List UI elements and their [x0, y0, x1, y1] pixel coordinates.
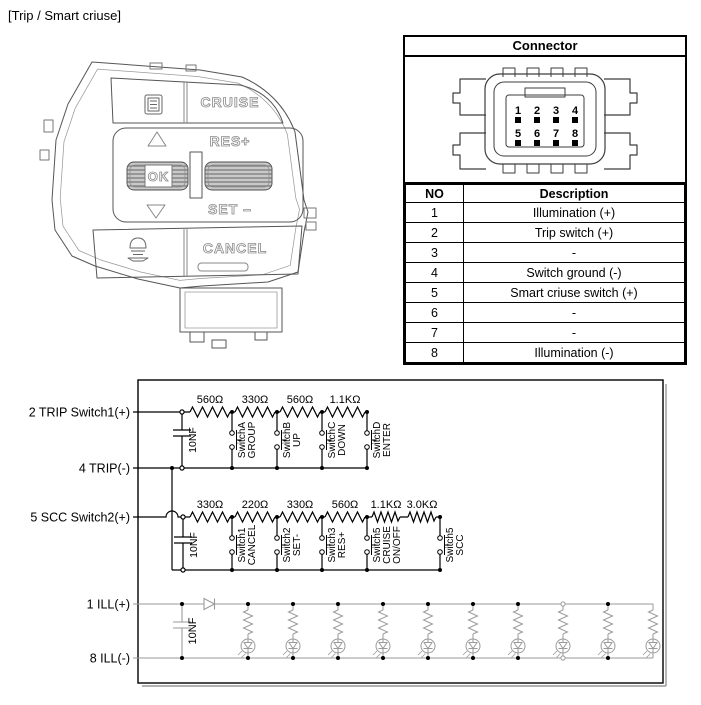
led-symbol — [643, 604, 660, 658]
table-row: 2 Trip switch (+) — [406, 223, 685, 243]
trip-positive-pin-label: 2 TRIP Switch1(+) — [28, 405, 130, 420]
resistor-value: 1.1KΩ — [370, 499, 402, 511]
led-symbol — [418, 604, 435, 658]
switch-label: RES+ — [337, 531, 348, 559]
table-row: 1 Illumination (+) — [406, 203, 685, 223]
table-row: 8 Illumination (-) — [406, 343, 685, 363]
svg-text:8: 8 — [571, 128, 579, 140]
trip-negative-pin-label: 4 TRIP(-) — [78, 461, 130, 476]
diode-icon — [204, 599, 215, 610]
col-description: Description — [464, 185, 685, 203]
col-no: NO — [406, 185, 464, 203]
led-symbol — [598, 604, 615, 658]
resistor-symbol — [235, 512, 275, 522]
ok-label: OK — [147, 169, 170, 184]
table-row: 5 Smart criuse switch (+) — [406, 283, 685, 303]
illumination-circuit — [133, 599, 660, 661]
page-title: [Trip / Smart criuse] — [8, 8, 121, 23]
resistor-symbol — [372, 512, 400, 522]
circuit-schematic — [0, 370, 701, 705]
switch-label: Switch1 — [237, 527, 248, 563]
module-connector-block — [180, 288, 282, 348]
led-symbol — [283, 604, 300, 658]
connector-panel-title: Connector — [405, 37, 685, 57]
connector-pins — [515, 105, 579, 146]
switch-label: SwitchA — [237, 421, 248, 459]
svg-text:3: 3 — [552, 105, 560, 117]
connector-drawing — [405, 57, 685, 184]
table-row: 6 - — [406, 303, 685, 323]
svg-text:5: 5 — [514, 128, 522, 140]
led-symbol — [553, 604, 570, 658]
arrow-up-icon[interactable] — [148, 132, 166, 146]
switch-label: SET- — [292, 533, 303, 557]
resistor-value: 220Ω — [241, 499, 269, 511]
resistor-value: 330Ω — [241, 394, 269, 406]
ill-negative-pin-label: 8 ILL(-) — [89, 651, 130, 666]
resistor-symbol — [325, 512, 365, 522]
resistor-symbol — [190, 512, 230, 522]
menu-icon — [145, 95, 162, 114]
scc-positive-pin-label: 5 SCC Switch2(+) — [30, 510, 130, 525]
switch-label: SwitchC — [327, 421, 338, 459]
svg-text:1: 1 — [514, 105, 522, 117]
switch-label: CANCEL — [247, 524, 258, 566]
switch-label: SwitchB — [282, 421, 293, 459]
capacitor-value: 10NF — [187, 427, 199, 453]
switch-label: DOWN — [337, 424, 348, 456]
resistor-symbol — [408, 512, 436, 522]
switch-label: Switch2 — [282, 527, 293, 563]
scroll-pad[interactable] — [205, 162, 272, 190]
switch-label: SCC — [455, 534, 466, 556]
led-symbol — [328, 604, 345, 658]
resistor-value: 3.0KΩ — [406, 499, 438, 511]
res-plus-label: RES+ — [209, 133, 251, 149]
led-symbol — [373, 604, 390, 658]
switch-label: Switch5 — [372, 527, 383, 563]
set-minus-label: SET – — [208, 201, 252, 217]
svg-text:7: 7 — [552, 128, 560, 140]
svg-text:4: 4 — [571, 105, 579, 117]
resistor-symbol — [280, 512, 320, 522]
resistor-symbol — [235, 407, 275, 417]
capacitor-value: 10NF — [187, 617, 199, 645]
switch-label: UP — [292, 433, 303, 447]
resistor-value: 560Ω — [286, 394, 314, 406]
svg-text:6: 6 — [533, 128, 541, 140]
connector-housing-inner — [494, 82, 596, 156]
resistor-symbol — [280, 407, 320, 417]
connector-panel — [403, 35, 687, 365]
arrow-down-icon[interactable] — [147, 205, 165, 218]
switch-label: CRUISE — [382, 526, 393, 564]
led-symbol — [238, 604, 255, 658]
switch-label: ENTER — [382, 423, 393, 457]
table-row: 7 - — [406, 323, 685, 343]
switch-label: SwitchD — [372, 421, 383, 459]
cruise-label: CRUISE — [200, 94, 260, 110]
divider-bar — [190, 152, 202, 198]
switch-label: ON/OFF — [392, 526, 403, 564]
resistor-value: 1.1KΩ — [329, 394, 361, 406]
resistor-symbol — [325, 407, 365, 417]
capacitor-value: 10NF — [188, 532, 200, 558]
ill-positive-pin-label: 1 ILL(+) — [86, 597, 130, 612]
resistor-value: 330Ω — [286, 499, 314, 511]
cancel-label: CANCEL — [202, 240, 268, 256]
switch-label: Switch3 — [327, 527, 338, 563]
resistor-value: 560Ω — [331, 499, 359, 511]
resistor-symbol — [190, 407, 230, 417]
table-header-row — [406, 185, 685, 203]
switch-label: Switch5 — [445, 527, 456, 563]
trip-icon — [128, 238, 148, 261]
led-symbol — [463, 604, 480, 658]
cancel-button-panel[interactable] — [93, 226, 302, 278]
switch-module-drawing — [35, 45, 355, 355]
svg-text:2: 2 — [533, 105, 541, 117]
resistor-value: 330Ω — [196, 499, 224, 511]
resistor-value: 560Ω — [196, 394, 224, 406]
connector-key-slot — [525, 88, 565, 97]
switch-label: GROUP — [247, 421, 258, 459]
cancel-slot — [198, 263, 248, 271]
module-mount-tabs — [40, 63, 316, 230]
connector-pin-table — [405, 184, 685, 363]
table-row: 3 - — [406, 243, 685, 263]
led-symbol — [508, 604, 525, 658]
table-row: 4 Switch ground (-) — [406, 263, 685, 283]
